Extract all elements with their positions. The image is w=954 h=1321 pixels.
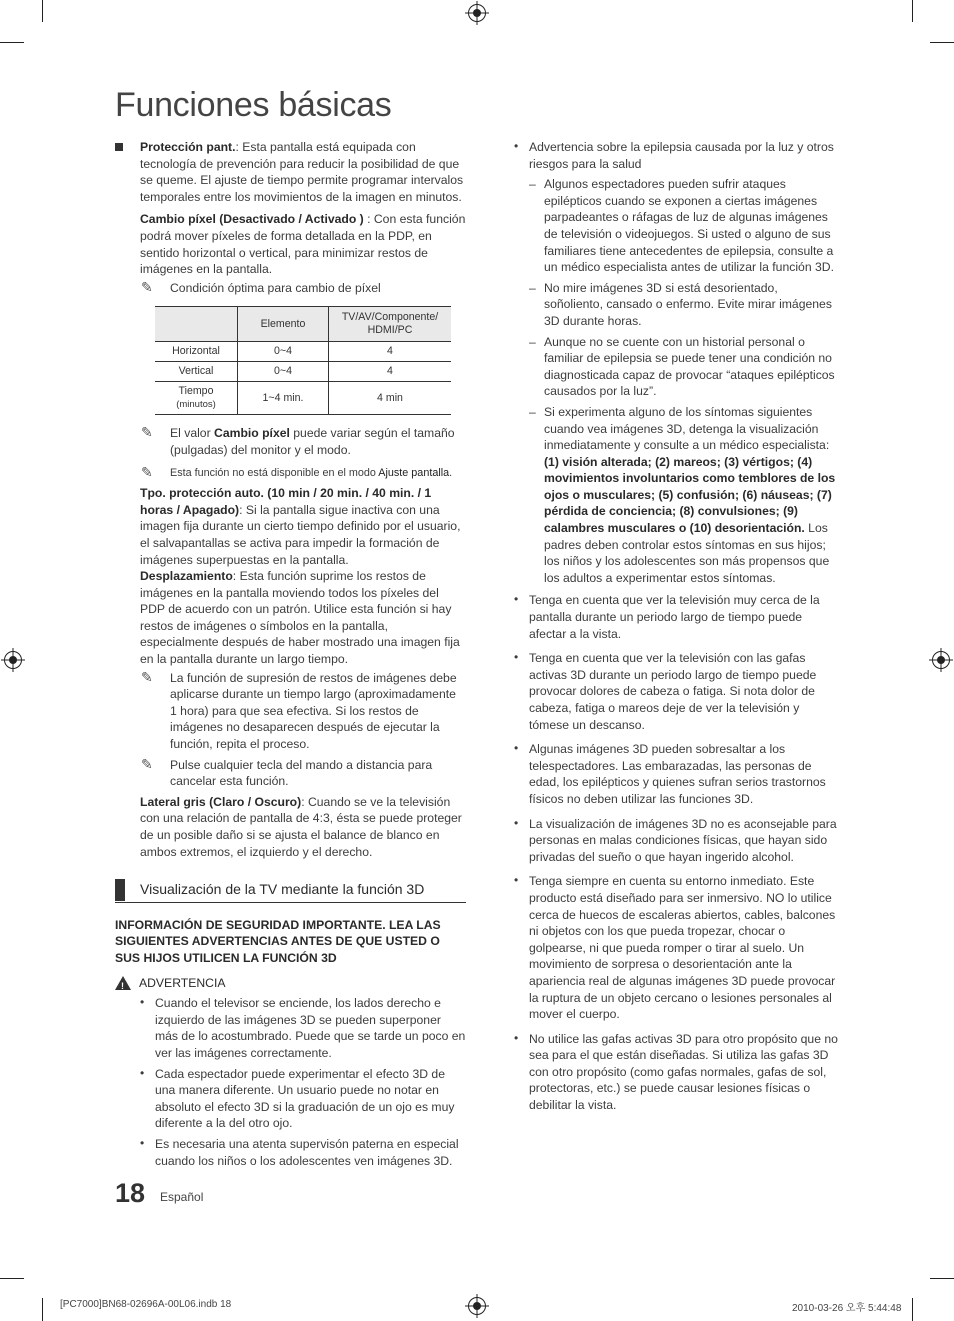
- list-item: • Advertencia sobre la epilepsia causada por la luz y otros riesgos para la salud – Algunos espectadores pueden sufrir ataques epilépticos cuando se exponen a ciertas imágenes parpadeantes o ráfagas de luz de algunas imágenes de televisión o videojuegos. Si usted o alguno de sus familiares tiene antecedentes de epilepsia, consulte a un médico especialista antes de utilizar la función 3D. – No mire imágenes 3D si está desorientado, soñoliento, cansado o enfermo. Evite mirar imágenes 3D durante horas. – Aunque no se cuente con un historial personal o familiar de epilepsia se puede tener una condición no diagnosticada capaz de provocar “ataques epilépticos causados por la luz”. – Si experimenta alguno de los síntomas siguientes cuando vea imágenes 3D, detenga la visualización inmediatamente y consulte a un médico especialista: (1) visión alterada; (2) mareos; (3) vértigos; (4) movimientos involuntarios como temblores de los ojos o musculares; (5) confusión; (6) náuseas; (7) pérdida de conciencia; (8) convulsiones; (9) calambres musculares o (10) desorientación. Los padres deben controlar estos síntomas en sus hijos; los niños y los adolescentes son más propensos que los adultos a experimentar estos síntomas.: [514, 139, 840, 586]
- list-item: • Es necesaria una atenta supervisón paterna en especial cuando los niños o los adolescentes ven imágenes 3D.: [140, 1136, 466, 1169]
- list-item: • Algunas imágenes 3D pueden sobresaltar a los telespectadores. Las embarazadas, las personas de edad, los epilépticos y quienes sufran serios trastornos físicos no deben utilizar las funciones 3D.: [514, 741, 840, 807]
- list-item: – No mire imágenes 3D si está desorientado, soñoliento, cansado o enfermo. Evite mirar imágenes 3D durante horas.: [529, 280, 840, 330]
- auto-protect-paragraph: Tpo. protección auto. (10 min / 20 min. / 40 min. / 1 horas / Apagado): Si la pantalla sigue inactiva con una imagen fija durante un cierto tiempo definido por el usuario, el salvapantallas se activa para impedir la formación de imágenes superpuestas en la pantalla.: [140, 486, 461, 567]
- protection-paragraph: Protección pant.: Esta pantalla está equipada con tecnología de prevención para reducir la posibilidad de que se queme. El ajuste de tiempo permite programar intervalos temporales entre los movimientos de la imagen en minutos.: [140, 139, 466, 205]
- warning-list: [140, 995, 466, 1169]
- epilepsy-sublist: [529, 176, 840, 586]
- list-item: – Algunos espectadores pueden sufrir ataques epilépticos cuando se exponen a ciertas imágenes parpadeantes o ráfagas de luz de algunas imágenes de televisión o videojuegos. Si usted o alguno de sus familiares tiene antecedentes de epilepsia, consulte a un médico especialista antes de utilizar la función 3D.: [529, 176, 840, 276]
- crop-mark: [930, 42, 954, 43]
- pencil-note-icon: ✎: [141, 424, 153, 441]
- list-item: • Tenga en cuenta que ver la televisión muy cerca de la pantalla durante un periodo largo de tiempo puede afectar a la vista.: [514, 592, 840, 642]
- scroll-paragraph: Desplazamiento: Esta función suprime los restos de imágenes en la pantalla moviendo todos los píxeles del PDP de acuerdo con un patrón. Utilice esta función si hay restos de imágenes o símbolos en la pantalla, especialmente después de haber mostrado una imagen fija en la pantalla durante un largo tiempo.: [140, 569, 460, 667]
- warning-heading: ! ADVERTENCIA: [115, 975, 466, 992]
- pencil-note-icon: ✎: [141, 463, 153, 480]
- section-heading-3d: Visualización de la TV mediante la función 3D: [115, 879, 466, 903]
- list-item: • Cuando el televisor se enciende, los lados derecho e izquierdo de las imágenes 3D se pueden superponer más de lo acostumbrado. Puede que se tarde un poco en ver las imágenes correctamente.: [140, 995, 466, 1061]
- crop-mark: [912, 1298, 913, 1321]
- note-optimal: ✎ Condición óptima para cambio de píxel: [141, 278, 381, 295]
- registration-mark-icon: [468, 1297, 486, 1315]
- page-language: Español: [160, 1190, 204, 1204]
- list-item: • Cada espectador puede experimentar el efecto 3D de una manera diferente. Un usuario puede no notar en absoluto el efecto 3D si la graduación de un ojo es muy diferente a la del otro ojo.: [140, 1066, 466, 1132]
- table-header: [155, 307, 238, 342]
- table-row: Horizontal 0~4 4: [155, 342, 451, 362]
- table-header: TV/AV/Componente/ HDMI/PC: [329, 307, 452, 342]
- pixel-shift-paragraph: Cambio píxel (Desactivado / Activado ) : Con esta función podrá mover píxeles de forma detallada en la PDP, en sentido horizontal o vertical, para minimizar restos de imágenes en la pantalla.: [140, 212, 466, 277]
- crop-mark: [42, 1298, 43, 1321]
- right-column: [514, 139, 840, 1118]
- crop-mark: [0, 1278, 24, 1279]
- registration-mark-icon: [4, 651, 22, 669]
- side-gray-paragraph: Lateral gris (Claro / Oscuro): Cuando se ve la televisión con una relación de pantalla de 4:3, ésta se puede proteger de un posible daño si se ajusta el balance de blanco en ambos extremos, el izquierdo y el derecho.: [140, 794, 462, 859]
- note-unavailable: ✎ Esta función no está disponible en el modo Ajuste pantalla.: [141, 463, 453, 480]
- list-item: • No utilice las gafas activas 3D para otro propósito que no sea para el que están diseñadas. Si utiliza las gafas 3D con otro propósito (como gafas normales, gafas de sol, protectoras, etc.) se puede causar lesiones físicas o debilitar la vista.: [514, 1031, 840, 1114]
- warning-triangle-icon: [115, 976, 131, 990]
- pencil-note-icon: ✎: [141, 755, 153, 772]
- footer-timestamp: 2010-03-26 오후 5:44:48: [792, 1303, 902, 1314]
- table-row: Tiempo (minutos) 1~4 min. 4 min: [155, 382, 451, 415]
- table-header: Elemento: [238, 307, 329, 342]
- page-number: 18: [115, 1178, 146, 1208]
- left-column: [115, 139, 466, 1173]
- pencil-note-icon: ✎: [141, 278, 153, 295]
- list-item: • Tenga siempre en cuenta su entorno inmediato. Este producto está diseñado para ser inmersivo. NO lo utilice cerca de huecos de escaleras abiertos, cables, balcones ni objetos con los que pueda tropezar, chocar o golpearse, ni que pueda romper o tirar al suelo. Un movimiento de sorpresa o desorientación ante la apariencia real de algunas imágenes 3D puede provocar la ruptura de un objeto cercano o lesiones personales al mover el cuerpo.: [514, 873, 840, 1022]
- list-item: • La visualización de imágenes 3D no es aconsejable para personas en malas condiciones físicas, que hayan sido privadas del sueño o que hayan ingerido alcohol.: [514, 816, 840, 866]
- list-item: – Si experimenta alguno de los síntomas siguientes cuando vea imágenes 3D, detenga la visualización inmediatamente y consulte a un médico especialista: (1) visión alterada; (2) mareos; (3) vértigos; (4) movimientos involuntarios como temblores de los ojos o musculares; (5) confusión; (6) náuseas; (7) pérdida de conciencia; (8) convulsiones; (9) calambres musculares o (10) desorientación. Los padres deben controlar estos síntomas en sus hijos; los niños y los adolescentes son más propensos que los adultos a experimentar estos síntomas.: [529, 404, 840, 587]
- registration-mark-icon: [932, 651, 950, 669]
- pencil-note-icon: ✎: [141, 668, 153, 685]
- health-list: [514, 592, 840, 1113]
- registration-mark-icon: [468, 4, 486, 22]
- crop-mark: [42, 0, 43, 22]
- note-scroll-1: ✎ La función de supresión de restos de imágenes debe aplicarse durante un tiempo largo (aproximadamente 1 hora) para que sea efectiva. Si los restos de imágenes no desaparecen después de ejecutar la función, repita el proceso.: [141, 668, 457, 752]
- table-row: Vertical 0~4 4: [155, 362, 451, 382]
- crop-mark: [0, 42, 24, 43]
- list-item: – Aunque no se cuente con un historial personal o familiar de epilepsia se puede tener una condición no diagnosticada capaz de provocar “ataques epilépticos causados por la luz”.: [529, 334, 840, 400]
- pixel-shift-table: [155, 306, 451, 415]
- note-value: ✎ El valor Cambio píxel puede variar según el tamaño (pulgadas) del monitor y el modo.: [141, 424, 455, 457]
- note-scroll-2: ✎ Pulse cualquier tecla del mando a distancia para cancelar esta función.: [141, 755, 433, 789]
- crop-mark: [912, 0, 913, 22]
- safety-warning-caps: INFORMACIÓN DE SEGURIDAD IMPORTANTE. LEA LAS SIGUIENTES ADVERTENCIAS ANTES DE QUE USTED O SUS HIJOS UTILICEN LA FUNCIÓN 3D: [115, 917, 441, 965]
- square-bullet-icon: [115, 143, 123, 151]
- list-item: • Tenga en cuenta que ver la televisión con las gafas activas 3D durante un periodo largo de tiempo puede provocar dolores de cabeza o fatiga. Si nota dolor de cabeza, fatiga o mareos deje de ver la televisión y tómese un descanso.: [514, 650, 840, 733]
- section-bar-icon: [115, 879, 125, 901]
- page-title: Funciones básicas: [115, 86, 392, 124]
- crop-mark: [930, 1278, 954, 1279]
- footer-file-info: [PC7000]BN68-02696A-00L06.indb 18: [60, 1299, 232, 1310]
- epilepsy-list: [514, 139, 840, 586]
